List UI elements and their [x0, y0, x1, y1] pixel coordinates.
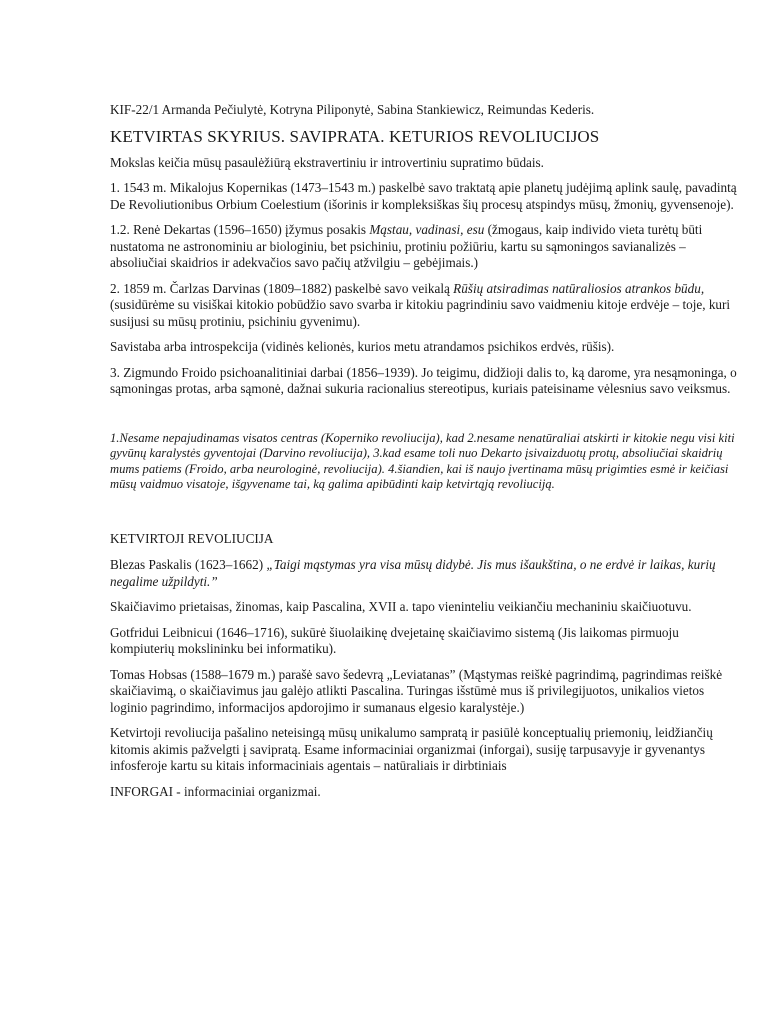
fourth-revolution-paragraph: Ketvirtoji revoliucija pašalino neteisingą mūsų unikalumo sampratą ir pasiūlė konceptualių priemonių, leidžiančių kitomis akimis pažvelgti į savipratą. Esame informaciniai organizmai (inforgai), susiję tarpusavyje ir gyvenantys infosferoje kartu su kitais informaciniais agentais – natūraliais ir dirbtiniais: [110, 725, 713, 773]
introspection-paragraph: Savistaba arba introspekcija (vidinės kelionės, kurios metu atrandamos psichikos erdvės, rūšis).: [110, 339, 615, 354]
leibniz-paragraph: Gotfridui Leibnicui (1646–1716), sukūrė šiuolaikinę dvejetainę skaičiavimo sistemą (Jis laikomas pirmuoju kompiuterių mokslininku bei informatiku).: [110, 624, 679, 656]
darwin-book-title: Rūšių atsiradimas natūraliosios atrankos būdu,: [453, 280, 705, 296]
descartes-paragraph: [110, 222, 740, 272]
darwin-text: 2. 1859 m. Čarlzas Darvinas (1809–1882) paskelbė savo veikalą: [110, 280, 454, 296]
pascal-quote: „Taigi mąstymas yra visa mūsų didybė. Jis mus išaukština, o ne erdvė ir laikas, kurių negalime užpildyti.”: [110, 557, 716, 589]
pascal-text: Blezas Paskalis (1623–1662): [110, 557, 267, 572]
inforgs-definition: INFORGAI - informaciniai organizmai.: [110, 783, 321, 799]
pascal-paragraph: [110, 557, 740, 590]
section-title: KETVIRTOJI REVOLIUCIJA: [110, 530, 274, 546]
revolutions-summary-quote: 1.Nesame nepajudinamas visatos centras (Koperniko revoliucija), kad 2.nesame nenatūraliai atskirti ir kitokie negu visi kiti gyvūnų karalystės gyventojai (Darvino revoliucija), 3.kad esame toli nuo Dekarto įsivaizduotų protų, absoliučiai skaidrių mums patiems (Froido, arba neurologinė, revoliucija). 4.šiandien, kai iš naujo įvertinama mūsų prigimties esmė ir keičiasi mūsų vaidmuo visatoje, išgyvename tai, ką galima apibūdinti kaip ketvirtąją revoliuciją.: [110, 430, 735, 491]
authors-line: KIF-22/1 Armanda Pečiulytė, Kotryna Piliponytė, Sabina Stankiewicz, Reimundas Kederis.: [110, 102, 595, 117]
hobbes-paragraph: Tomas Hobsas (1588–1679 m.) parašė savo šedevrą „Leviatanas” (Mąstymas reiškė pagrindimą, pagrindimas reiškė skaičiavimą, o skaičiavimus jau galėjo atlikti Pascalina. Turingas išstūmė mus iš privilegijuotos, unikalios vietos loginio pagrindimo, informacijos apdorojimo ir sumanaus elgesio karalystėje.): [110, 666, 723, 715]
descartes-quote: Mąstau, vadinasi, esu: [369, 222, 485, 237]
descartes-text: 1.2. Renė Dekartas (1596–1650) įžymus posakis: [110, 222, 370, 237]
freud-paragraph: 3. Zigmundo Froido psichoanalitiniai darbai (1856–1939). Jo teigimu, didžioji dalis to, ką darome, yra nesąmoninga, o sąmoningas protas, arba sąmonė, dažnai sukuria racionalius stereotipus, kuriais pateisiname vėlesnius savo veiksmus.: [110, 364, 737, 396]
chapter-title: KETVIRTAS SKYRIUS. SAVIPRATA. KETURIOS REVOLIUCIJOS: [110, 126, 600, 146]
darwin-text-end: (susidūrėme su visiškai kitokio pobūdžio savo svarba ir kitokiu pagrindiniu savo vaidmeniu kitoje erdvėje – toje, kuri susijusi su mūsų protiniu, psichiniu gyvenimu).: [110, 297, 731, 329]
pascalina-paragraph: Skaičiavimo prietaisas, žinomas, kaip Pascalina, XVII a. tapo vieninteliu veikiančiu mechaniniu skaičiuotuvu.: [110, 599, 692, 614]
intro-paragraph: Mokslas keičia mūsų pasaulėžiūrą ekstravertiniu ir introvertiniu supratimo būdais.: [110, 154, 544, 170]
darwin-paragraph: [110, 281, 740, 331]
copernicus-paragraph: 1. 1543 m. Mikalojus Kopernikas (1473–1543 m.) paskelbė savo traktatą apie planetų judėjimą aplink saulę, pavadintą De Revoliutionibus Orbium Coelestium (išorinis ir kompleksiškas šių procesų atspindys mūsų, žmonių, gyvensenoje).: [110, 180, 737, 212]
descartes-text-end: (žmogaus, kaip individo vieta turėtų būti nustatoma ne astronominiu ar biologiniu, bet psichiniu, protiniu požiūriu, kartu su sąmoningos savianalizės – absoliučiai skaidrios ir adekvačios savo pačių atžvilgiu – gebėjimais.): [110, 222, 703, 270]
document-body: [110, 102, 740, 809]
